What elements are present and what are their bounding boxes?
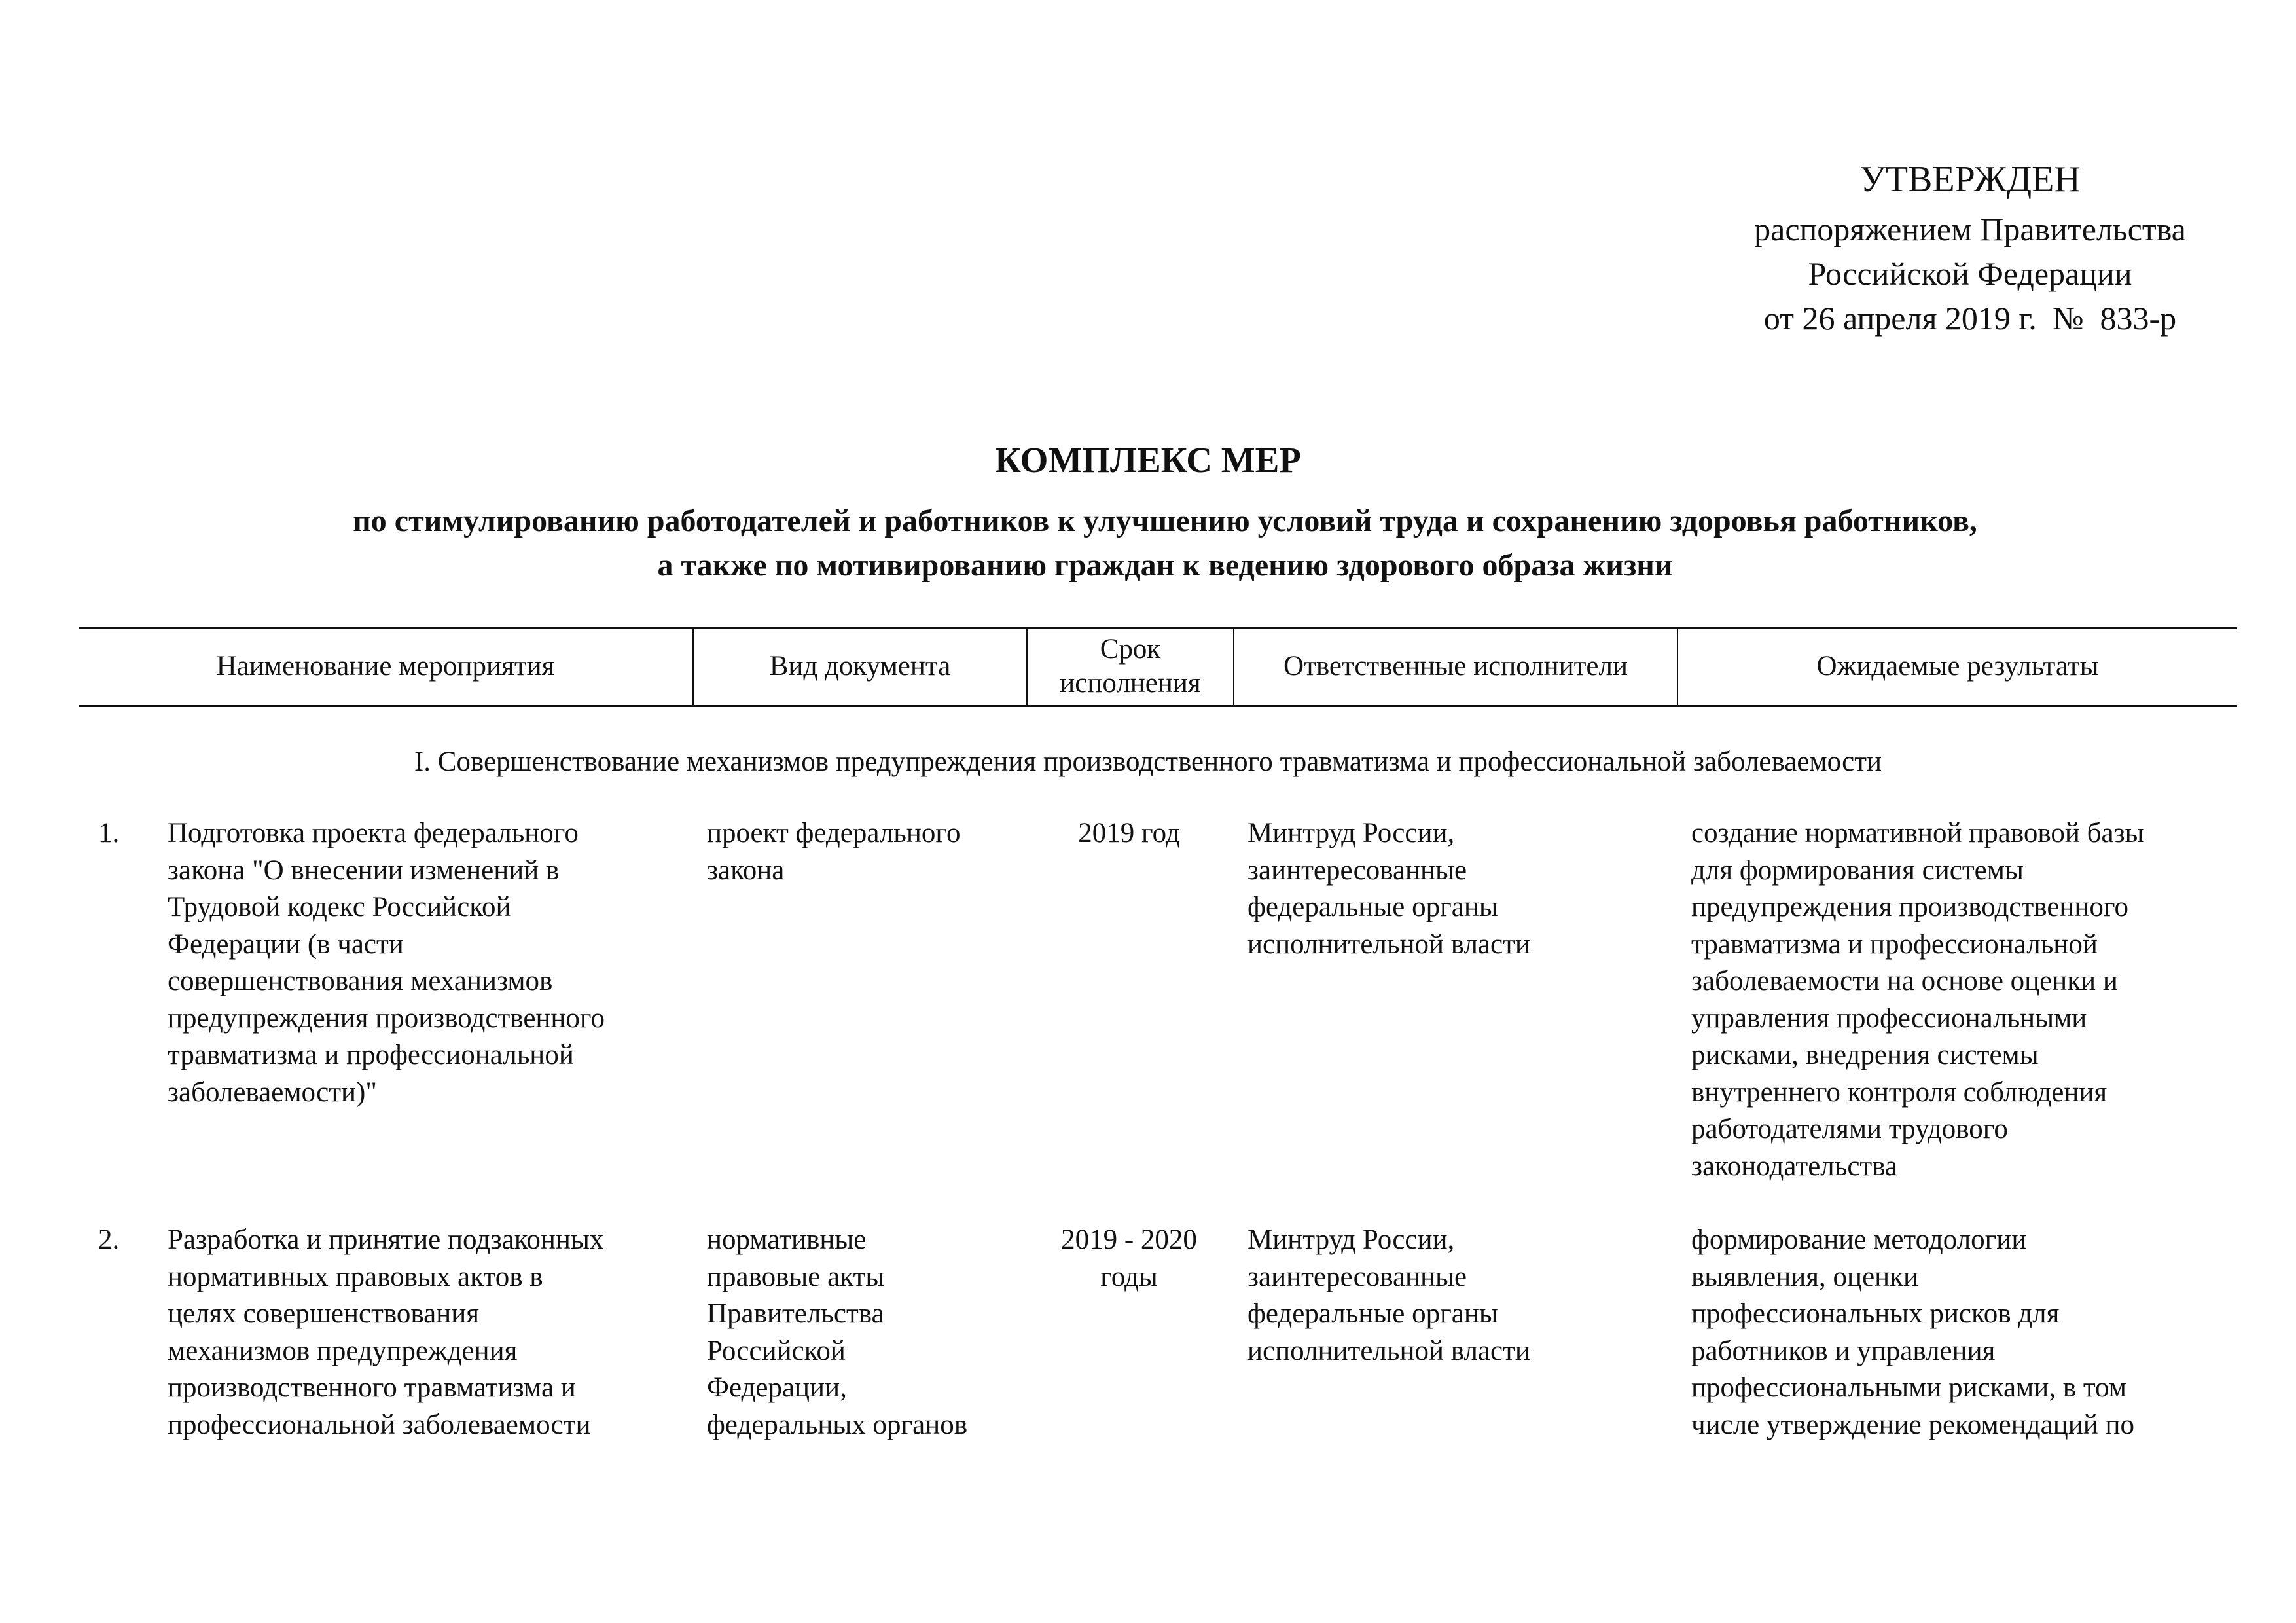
row-expected-results: создание нормативной правовой базы для формирования системы предупреждения производственного травматизма и профессиональной заболеваемости на основе оценки и управления профессиональными рисками, внедрения системы внутреннего контроля соблюдения работодателями трудового законодательства — [1691, 818, 2144, 1182]
row-deadline: 2019 год — [1078, 818, 1180, 848]
document-title: КОМПЛЕКС МЕР — [995, 440, 1301, 480]
row-responsible: Минтруд России, заинтересованные федеральные органы исполнительной власти — [1247, 818, 1530, 960]
header-results: Ожидаемые результаты — [1816, 651, 2099, 682]
row-expected-results: формирование методологии выявления, оценки профессиональных рисков для работников и управления профессиональными рисками, в том числе утверждение рекомендаций по — [1691, 1224, 2135, 1440]
section-heading: I. Совершенствование механизмов предупреждения производственного травматизма и профессиональной заболеваемости — [414, 746, 1882, 777]
approval-number: № 833-р — [2052, 300, 2177, 337]
header-responsible: Ответственные исполнители — [1283, 651, 1628, 682]
approval-block — [1676, 152, 2265, 340]
header-document-type: Вид документа — [769, 651, 951, 682]
header-name: Наименование мероприятия — [216, 651, 555, 682]
approval-date-line — [1676, 296, 2265, 340]
row-responsible: Минтруд России, заинтересованные федеральные органы исполнительной власти — [1247, 1224, 1530, 1366]
approval-date: от 26 апреля 2019 г. — [1763, 300, 2037, 337]
document-subtitle — [151, 499, 2179, 588]
approval-title: УТВЕРЖДЕН — [1859, 159, 2081, 200]
row-document-type: нормативные правовые акты Правительства Российской Федерации, федеральных органов — [707, 1224, 968, 1440]
row-number: 2. — [98, 1224, 120, 1255]
row-document-type: проект федерального закона — [707, 818, 961, 886]
document-subtitle-line-1: по стимулированию работодателей и работников к улучшению условий труда и сохранению здоровья работников, — [353, 503, 1977, 538]
table-header-bottom-rule — [79, 705, 2237, 707]
approval-line-2: Российской Федерации — [1808, 255, 2132, 292]
header-deadline: Срок исполнения — [1060, 634, 1201, 699]
row-number: 1. — [98, 818, 120, 848]
row-deadline: 2019 - 2020 годы — [1061, 1224, 1197, 1292]
row-measure-name: Разработка и принятие подзаконных нормативных правовых актов в целях совершенствования механизмов предупреждения производственного травматизма и профессиональной заболеваемости — [168, 1224, 604, 1440]
document-subtitle-line-2: а также по мотивированию граждан к ведению здорового образа жизни — [657, 548, 1673, 583]
approval-line-1: распоряжением Правительства — [1754, 211, 2186, 247]
row-measure-name: Подготовка проекта федерального закона "О внесении изменений в Трудовой кодекс Российской Федерации (в части совершенствования механизмов предупреждения производственного травматизма и профессиональной заболеваемости)" — [168, 818, 605, 1108]
